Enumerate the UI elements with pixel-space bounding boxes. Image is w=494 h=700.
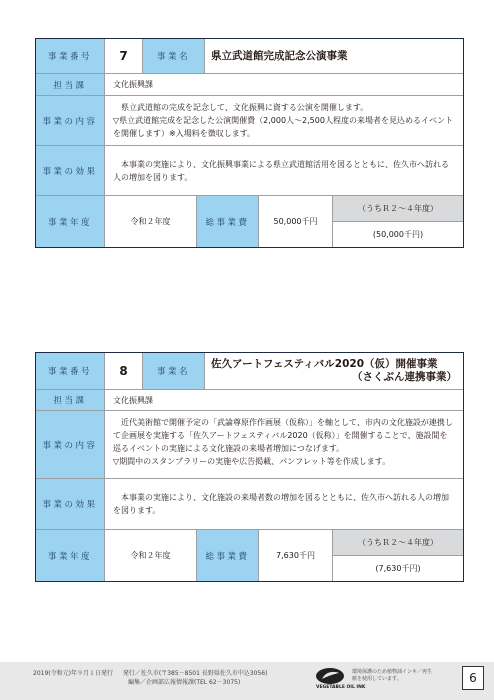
content-text (105, 96, 463, 145)
header-row (36, 39, 463, 73)
content-label: 事業の内容 (36, 96, 105, 145)
footer-editor: 編集／企画部広報情報課(TEL 62－3075) (128, 679, 241, 686)
effect-label: 事業の効果 (36, 146, 105, 195)
page-number: 6 (462, 666, 484, 690)
project-number: 7 (105, 39, 143, 73)
total-cost-label: 総事業費 (197, 196, 259, 247)
year-cost-row (36, 195, 463, 247)
project-name-label: 事業名 (143, 39, 205, 73)
project-number-label: 事業番号 (36, 39, 105, 73)
project-number-label: 事業番号 (36, 353, 105, 389)
department-value: 文化振興課 (113, 395, 153, 405)
project-title (205, 353, 463, 389)
breakdown (333, 196, 463, 247)
content-bullet: ▽期間中のスタンプラリーの実施や広告掲載、パンフレット等を作成します。 (113, 457, 391, 466)
project-card-8 (35, 352, 464, 582)
project-number: 8 (105, 353, 143, 389)
total-cost-label: 総事業費 (197, 530, 259, 581)
total-cost-value: 50,000千円 (259, 196, 333, 247)
project-title-line2: （さくぶん連携事業） (352, 371, 457, 383)
department-row (36, 389, 463, 410)
effect-label: 事業の効果 (36, 479, 105, 529)
year-cost-row (36, 529, 463, 581)
content-label: 事業の内容 (36, 411, 105, 478)
project-card-7 (35, 38, 464, 248)
page-footer (0, 662, 494, 700)
department-value: 文化振興課 (113, 80, 153, 89)
effect-row (36, 478, 463, 529)
content-row (36, 410, 463, 478)
project-title: 県立武道館完成記念公演事業 (211, 49, 348, 62)
logo-text: VEGETABLE OIL INK (316, 685, 366, 690)
fiscal-year-value: 令和２年度 (105, 530, 197, 581)
project-name-label: 事業名 (143, 353, 205, 389)
vegetable-oil-ink-logo-icon (314, 667, 346, 685)
fiscal-year-label: 事業年度 (36, 196, 105, 247)
breakdown-value: (7,630千円) (333, 555, 463, 581)
header-row (36, 353, 463, 389)
effect-text (105, 146, 463, 195)
content-paragraph: 近代美術館で開催予定の「武論尊原作作画展（仮称）」を軸として、市内の文化施設が連携して企画展を実施する「佐久アートフェスティバル2020（仮称）」を開催することで、施設間を巡るイベントの実施による文化施設の来場者増加につなげます。 (113, 418, 453, 453)
breakdown-value: (50,000千円) (333, 221, 463, 247)
breakdown-label: （うちＲ２～４年度） (333, 196, 463, 221)
total-cost-value: 7,630千円 (259, 530, 333, 581)
department-row (36, 73, 463, 95)
content-paragraph: 県立武道館の完成を記念して、文化振興に資する公演を開催します。 (121, 103, 369, 112)
footer-publisher: 発行／佐久市(〒385－8501 長野県佐久市中込3056) (122, 670, 268, 677)
content-text (105, 411, 463, 478)
effect-paragraph: 本事業の実施により、文化振興事業による県立武道館活用を図るとともに、佐久市へ訪れる人の増加を図ります。 (113, 160, 449, 182)
content-row (36, 95, 463, 145)
footer-published-date: 2019(令和元)年９月１日発行 (33, 670, 113, 677)
effect-row (36, 145, 463, 195)
footer-eco-note: 環境保護のため植物油インキ／再生紙を使用しています。 (352, 669, 433, 682)
department-label: 担当課 (36, 390, 105, 410)
footer-published (33, 668, 267, 677)
fiscal-year-label: 事業年度 (36, 530, 105, 581)
breakdown-label: （うちＲ２～４年度） (333, 530, 463, 555)
content-bullet: ▽県立武道館完成を記念した公演開催費（2,000人～2,500人程度の来場者を見込めるイベントを開催します）※入場料を徴収します。 (113, 116, 453, 138)
department-label: 担当課 (36, 74, 105, 95)
effect-paragraph: 本事業の実施により、文化施設の来場者数の増加を図るとともに、佐久市へ訪れる人の増加を図ります。 (113, 493, 449, 515)
effect-text (105, 479, 463, 529)
project-title-line1: 佐久アートフェスティバル2020（仮）開催事業 (211, 358, 438, 370)
breakdown (333, 530, 463, 581)
fiscal-year-value: 令和２年度 (105, 196, 197, 247)
